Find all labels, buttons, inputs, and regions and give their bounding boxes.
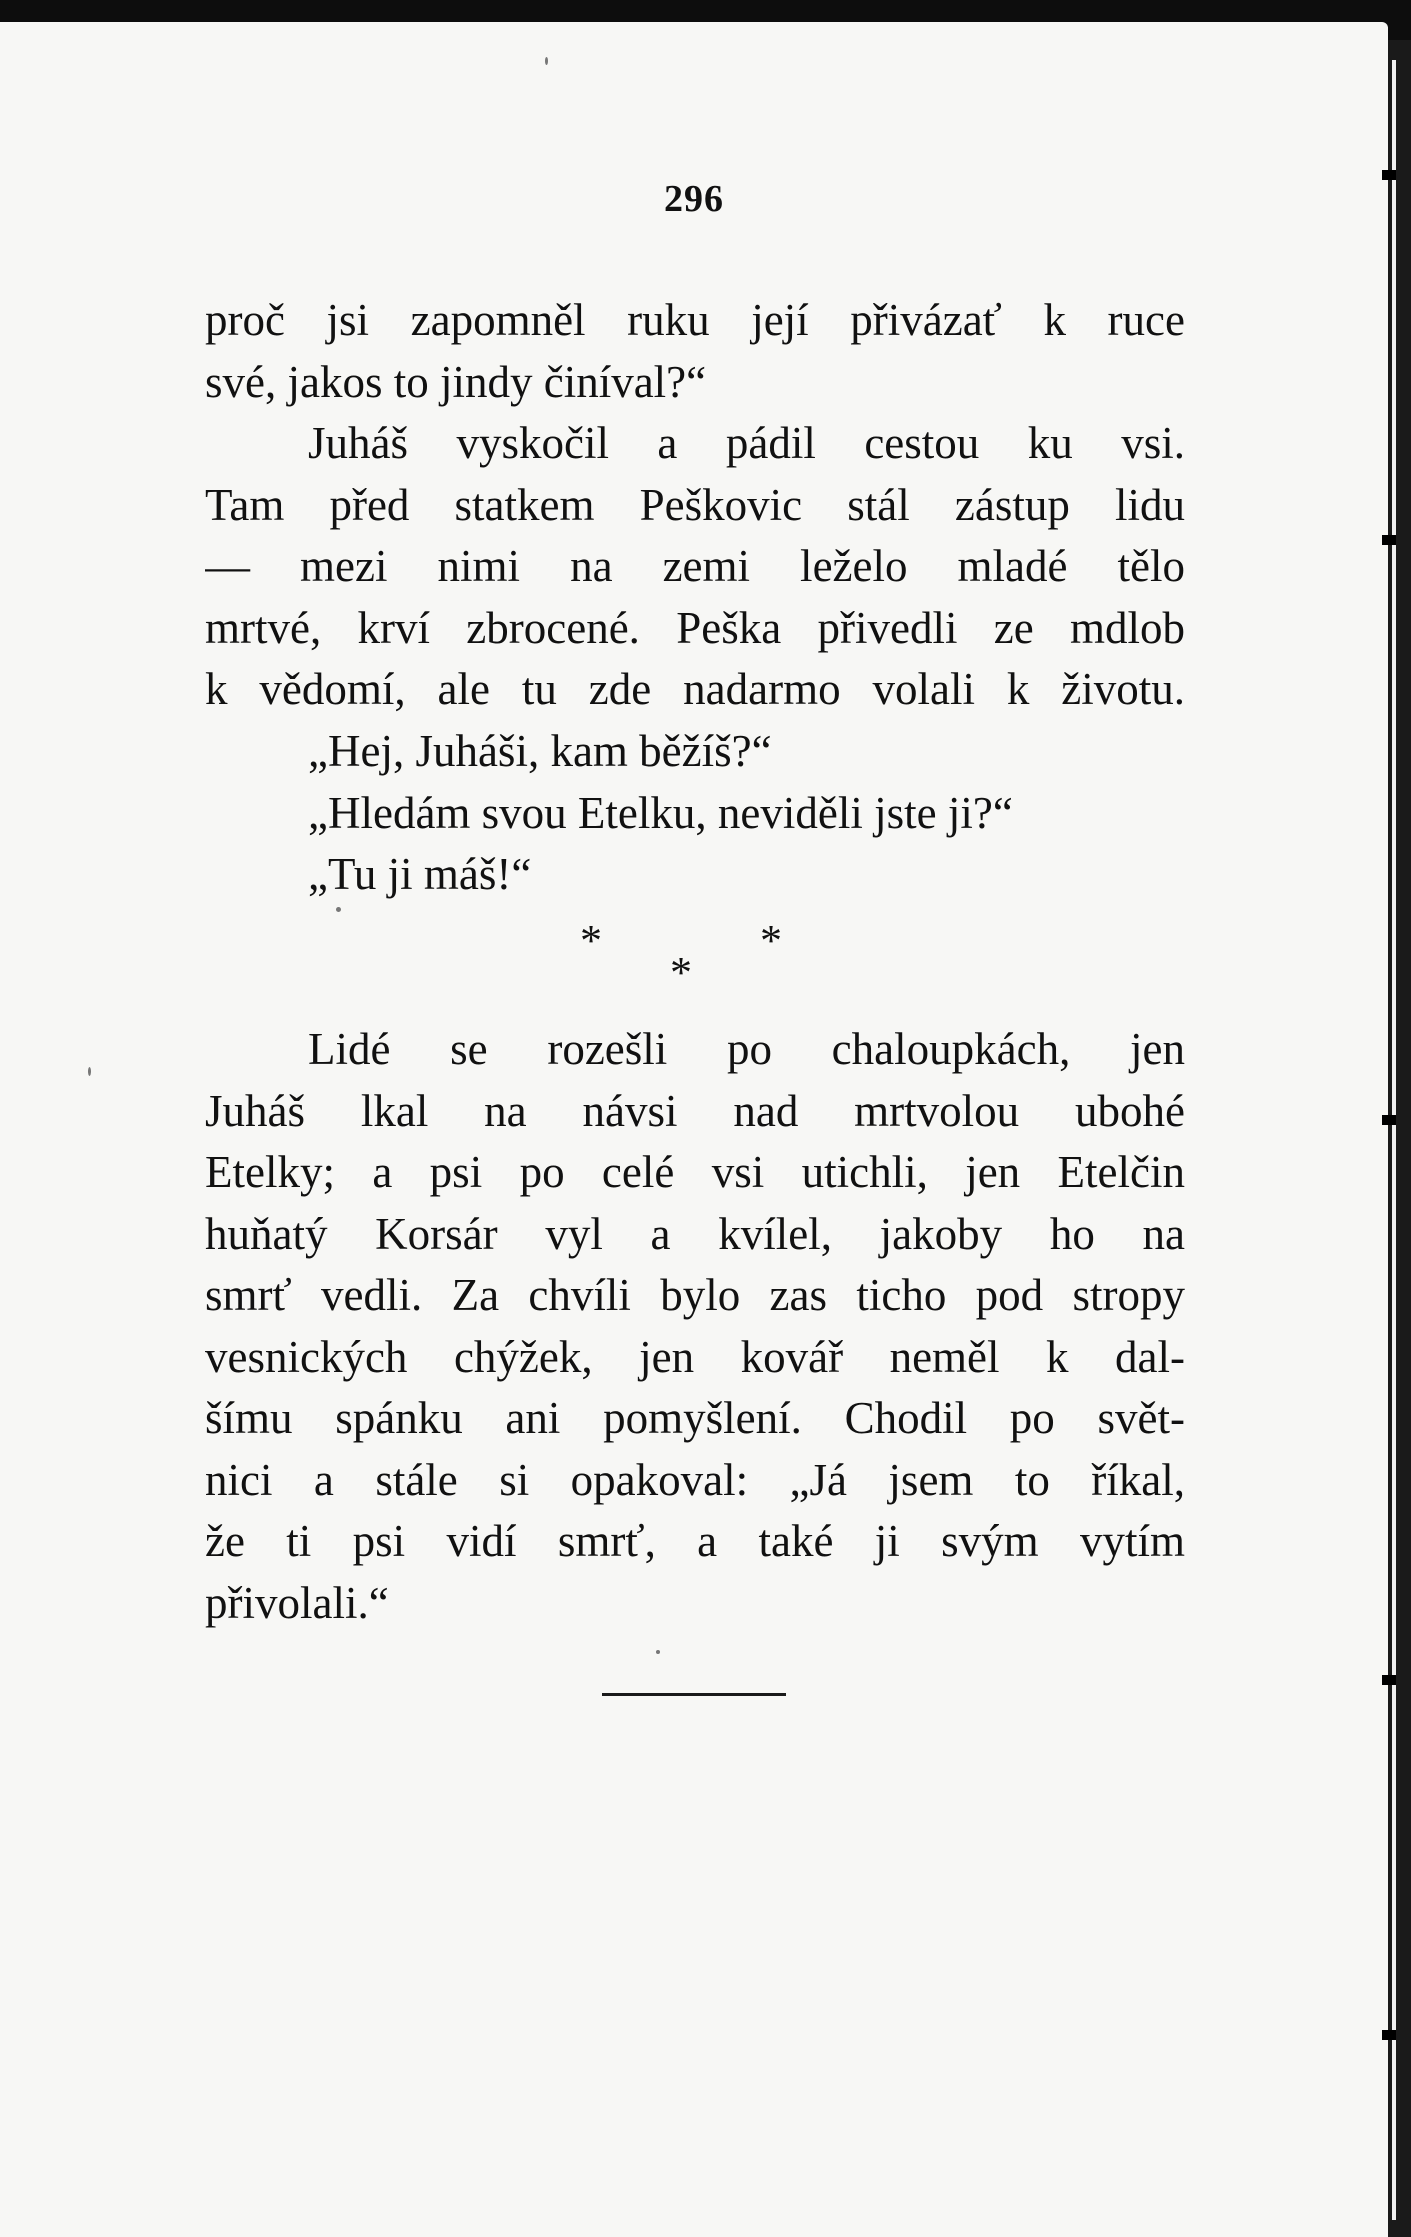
page-edge-highlight <box>1392 60 1396 2220</box>
edge-mark <box>1382 170 1396 180</box>
book-page <box>0 22 1388 2237</box>
scan-speck <box>88 1067 91 1076</box>
edge-mark <box>1382 1115 1396 1125</box>
edge-mark <box>1382 1675 1396 1685</box>
text-line: proč jsi zapomněl ruku její přivázať k ruce <box>205 295 1185 345</box>
dialog-line: „Tu ji máš!“ <box>308 849 532 899</box>
text-line: vesnických chýžek, jen kovář neměl k dal- <box>205 1331 1185 1382</box>
asterisk-mark: * <box>760 916 782 965</box>
edge-mark <box>1382 535 1396 545</box>
page-number: 296 <box>664 178 724 220</box>
text-line: Juháš vyskočil a pádil cestou ku vsi. <box>308 418 1185 468</box>
text-line: — mezi nimi na zemi leželo mladé tělo <box>205 541 1185 591</box>
text-block-top <box>205 290 1185 721</box>
text-line: k vědomí, ale tu zde nadarmo volali k životu. <box>205 664 1185 714</box>
text-line: že ti psi vidí smrť, a také ji svým vytím <box>205 1516 1185 1566</box>
section-break-asterism <box>560 915 820 1005</box>
text-line: smrť vedli. Za chvíli bylo zas ticho pod stropy <box>205 1270 1185 1320</box>
scan-speck <box>545 57 548 65</box>
end-of-chapter-rule <box>602 1693 786 1696</box>
text-line: Etelky; a psi po celé vsi utichli, jen Etelčin <box>205 1147 1185 1197</box>
paragraph-continued <box>205 290 1185 413</box>
text-line: šímu spánku ani pomyšlení. Chodil po svět- <box>205 1393 1185 1443</box>
paragraph-juhas-runs <box>205 413 1185 721</box>
text-line: huňatý Korsár vyl a kvílel, jakoby ho na <box>205 1208 1185 1259</box>
text-block-bottom <box>205 1019 1185 1634</box>
text-line: Juháš lkal na návsi nad mrtvolou ubohé <box>205 1085 1185 1136</box>
text-line: Tam před statkem Peškovic stál zástup lidu <box>205 479 1185 530</box>
dialog-line: „Hledám svou Etelku, neviděli jste ji?“ <box>308 787 1013 838</box>
paragraph-final <box>205 1019 1185 1634</box>
scan-speck <box>656 1650 660 1654</box>
text-line: mrtvé, krví zbrocené. Peška přivedli ze mdlob <box>205 602 1185 653</box>
text-line: Lidé se rozešli po chaloupkách, jen <box>308 1024 1185 1074</box>
asterisk-mark: * <box>580 916 602 965</box>
text-line: nici a stále si opakoval: „Já jsem to říkal, <box>205 1454 1185 1505</box>
edge-mark <box>1382 2030 1396 2040</box>
dialog-block <box>205 721 1185 906</box>
text-line: své, jakos to jindy činíval?“ <box>205 356 707 407</box>
scan-speck <box>336 907 341 912</box>
asterisk-mark: * <box>670 948 692 997</box>
text-line: přivolali.“ <box>205 1577 389 1628</box>
dialog-line: „Hej, Juháši, kam běžíš?“ <box>308 726 772 776</box>
